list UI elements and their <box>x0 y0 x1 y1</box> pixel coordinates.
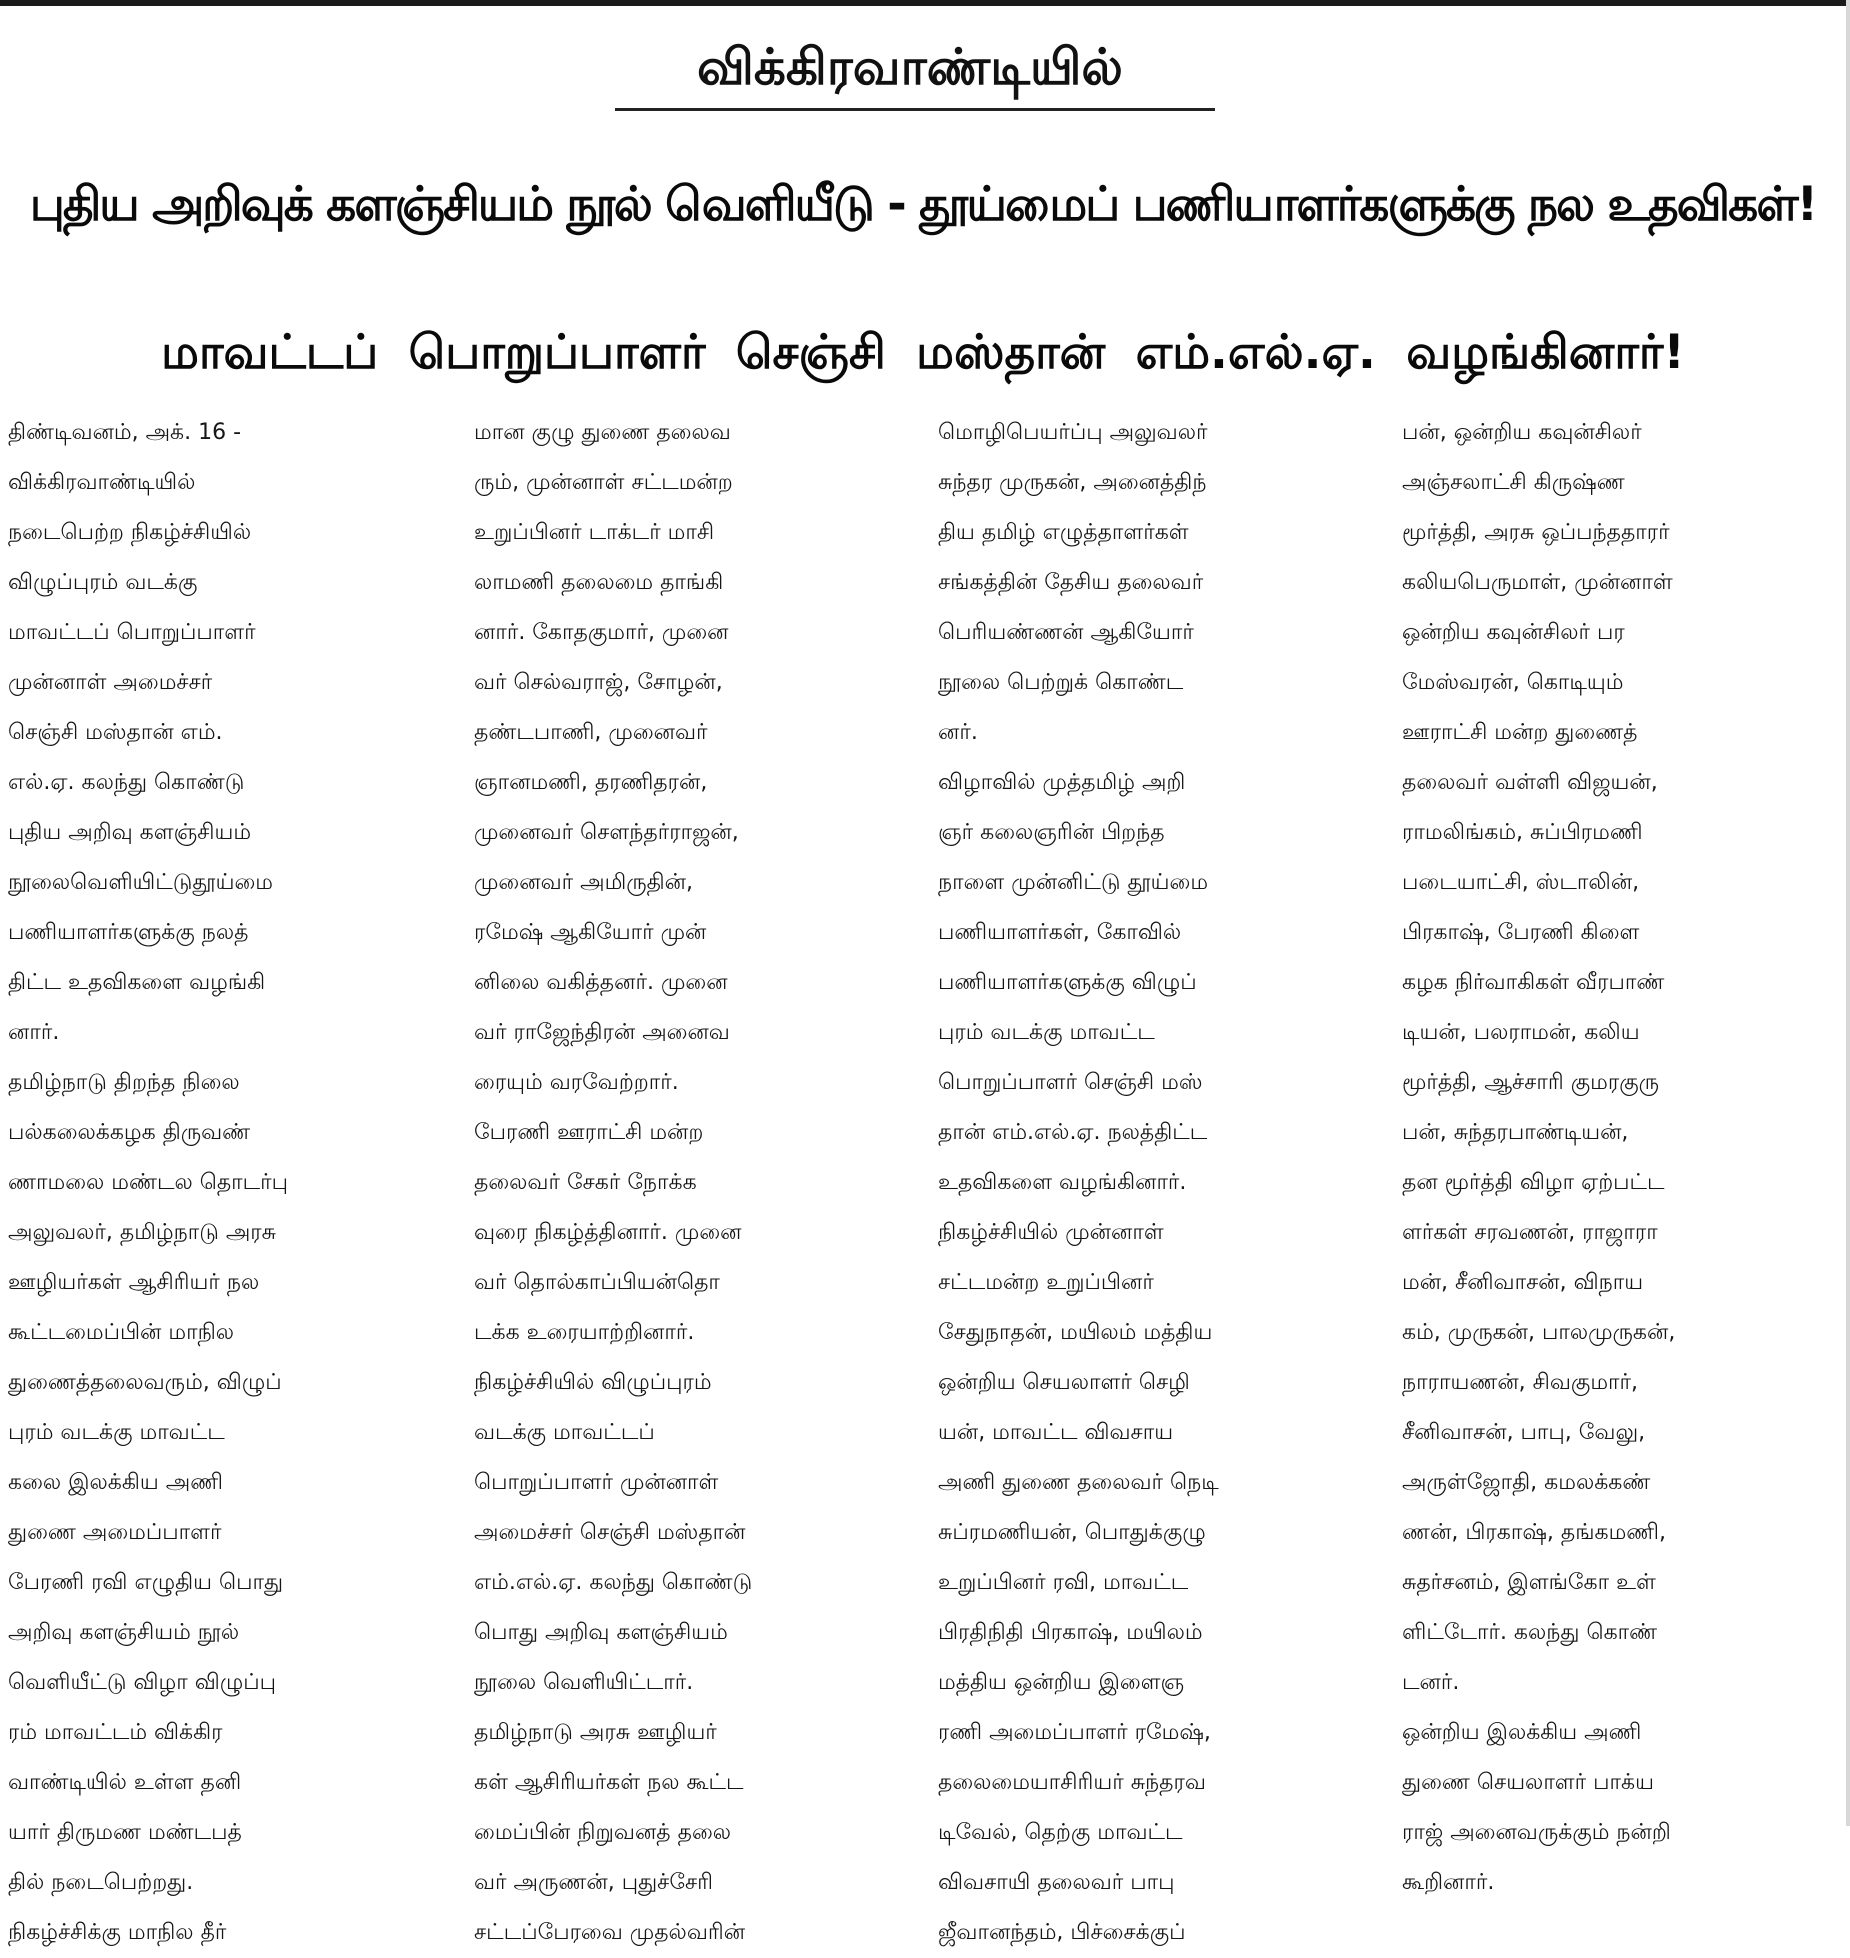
body-text-line: கலை இலக்கிய அணி <box>8 1470 223 1495</box>
body-text-line: ளர்கள் சரவணன், ராஜாரா <box>1402 1220 1658 1245</box>
body-text-line: மைப்பின் நிறுவனத் தலை <box>474 1820 732 1845</box>
body-text-line: மத்திய ஒன்றிய இளைஞ <box>938 1670 1185 1695</box>
body-text-line: னர். <box>938 720 978 745</box>
body-text-line: துணை செயலாளர் பாக்ய <box>1402 1770 1654 1795</box>
body-text-line: மான குழு துணை தலைவ <box>474 420 731 445</box>
body-text-line: செஞ்சி மஸ்தான் எம். <box>8 720 223 745</box>
body-text-line: விக்கிரவாண்டியில் <box>8 470 196 495</box>
article-subheadline: மாவட்டப் பொறுப்பாளர் செஞ்சி மஸ்தான் எம்.எல்.ஏ. வழங்கினார்! <box>161 325 1685 380</box>
body-text-line: னிலை வகித்தனர். முனை <box>474 970 728 995</box>
body-text-line: நூலை வெளியிட்டார். <box>474 1670 694 1695</box>
body-text-line: முனைவர் சௌந்தர்ராஜன், <box>474 820 739 845</box>
body-text-line: புதிய அறிவு களஞ்சியம் <box>8 820 252 845</box>
body-text-line: மொழிபெயர்ப்பு அலுவலர் <box>938 420 1208 445</box>
body-text-line: பல்கலைக்கழக திருவண் <box>8 1120 251 1145</box>
body-text-line: உதவிகளை வழங்கினார். <box>938 1170 1187 1195</box>
body-text-line: முன்னாள் அமைச்சர் <box>8 670 213 695</box>
top-border-rule <box>0 0 1850 6</box>
body-text-line: திண்டிவனம், அக். 16 - <box>8 420 242 445</box>
body-text-line: புரம் வடக்கு மாவட்ட <box>8 1420 225 1445</box>
body-text-line: பணியாளர்கள், கோவில் <box>938 920 1182 945</box>
body-text-line: அணி துணை தலைவர் நெடி <box>938 1470 1219 1495</box>
body-text-line: தமிழ்நாடு திறந்த நிலை <box>8 1070 240 1095</box>
body-text-line: அலுவலர், தமிழ்நாடு அரசு <box>8 1220 277 1245</box>
body-text-line: பணியாளர்களுக்கு நலத் <box>8 920 249 945</box>
body-text-line: தண்டபாணி, முனைவர் <box>474 720 708 745</box>
body-text-line: உறுப்பினர் டாக்டர் மாசி <box>474 520 715 545</box>
body-text-line: எம்.எல்.ஏ. கலந்து கொண்டு <box>474 1570 753 1595</box>
body-text-line: சட்டமன்ற உறுப்பினர் <box>938 1270 1154 1295</box>
body-text-line: ரமேஷ் ஆகியோர் முன் <box>474 920 707 945</box>
body-text-line: உறுப்பினர் ரவி, மாவட்ட <box>938 1570 1189 1595</box>
body-text-line: பெரியண்ணன் ஆகியோர் <box>938 620 1194 645</box>
kicker-underline <box>615 108 1215 111</box>
body-text-line: மாவட்டப் பொறுப்பாளர் <box>8 620 256 645</box>
body-text-line: தலைவர் வள்ளி விஜயன், <box>1402 770 1658 795</box>
body-text-line: விவசாயி தலைவர் பாபு <box>938 1870 1175 1895</box>
body-text-line: முனைவர் அமிருதின், <box>474 870 693 895</box>
body-text-line: தன மூர்த்தி விழா ஏற்பட்ட <box>1402 1170 1665 1195</box>
body-text-line: ஒன்றிய செயலாளர் செழி <box>938 1370 1190 1395</box>
body-text-line: ஞர் கலைஞரின் பிறந்த <box>938 820 1165 845</box>
body-text-line: ராமலிங்கம், சுப்பிரமணி <box>1402 820 1643 845</box>
body-text-line: அருள்ஜோதி, கமலக்கண் <box>1402 1470 1651 1495</box>
body-text-line: பன், சுந்தரபாண்டியன், <box>1402 1120 1629 1145</box>
body-text-line: ஊராட்சி மன்ற துணைத் <box>1402 720 1638 745</box>
body-text-line: கூட்டமைப்பின் மாநில <box>8 1320 235 1345</box>
body-text-line: தமிழ்நாடு அரசு ஊழியர் <box>474 1720 717 1745</box>
body-text-line: தான் எம்.எல்.ஏ. நலத்திட்ட <box>938 1120 1208 1145</box>
body-text-line: கள் ஆசிரியர்கள் நல கூட்ட <box>474 1770 744 1795</box>
body-text-line: பிரகாஷ், பேரணி கிளை <box>1402 920 1640 945</box>
body-text-line: பொது அறிவு களஞ்சியம் <box>474 1620 728 1645</box>
body-text-line: டனர். <box>1402 1670 1460 1695</box>
body-text-line: விழுப்புரம் வடக்கு <box>8 570 198 595</box>
body-text-line: பேரணி ரவி எழுதிய பொது <box>8 1570 284 1595</box>
body-text-line: ரணி அமைப்பாளர் ரமேஷ், <box>938 1720 1211 1745</box>
body-text-line: ஒன்றிய கவுன்சிலர் பர <box>1402 620 1625 645</box>
body-text-line: மேஸ்வரன், கொடியும் <box>1402 670 1624 695</box>
body-text-line: ரம் மாவட்டம் விக்கிர <box>8 1720 223 1745</box>
body-text-line: துணை அமைப்பாளர் <box>8 1520 222 1545</box>
body-text-line: சுந்தர முருகன், அனைத்திந் <box>938 470 1207 495</box>
body-text-line: பன், ஒன்றிய கவுன்சிலர் <box>1402 420 1642 445</box>
body-text-line: நிகழ்ச்சியில் முன்னாள் <box>938 1220 1164 1245</box>
body-column-4 <box>1402 408 1842 1895</box>
body-text-line: தில் நடைபெற்றது. <box>8 1870 194 1895</box>
body-text-line: வர் அருணன், புதுச்சேரி <box>474 1870 713 1895</box>
body-text-line: லாமணி தலைமை தாங்கி <box>474 570 724 595</box>
body-text-line: வர் செல்வராஜ், சோழன், <box>474 670 723 695</box>
body-text-line: ஊழியர்கள் ஆசிரியர் நல <box>8 1270 260 1295</box>
body-text-line: நாராயணன், சிவகுமார், <box>1402 1370 1639 1395</box>
body-text-line: ரையும் வரவேற்றார். <box>474 1070 679 1095</box>
body-text-line: பொறுப்பாளர் முன்னாள் <box>474 1470 719 1495</box>
body-text-line: சுப்ரமணியன், பொதுக்குழு <box>938 1520 1206 1545</box>
body-text-line: கூறினார். <box>1402 1870 1495 1895</box>
body-text-line: டியன், பலராமன், கலிய <box>1402 1020 1640 1045</box>
article-body <box>0 408 1850 1945</box>
body-text-line: விழாவில் முத்தமிழ் அறி <box>938 770 1186 795</box>
body-text-line: வாண்டியில் உள்ள தனி <box>8 1770 242 1795</box>
body-text-line: னார். கோதகுமார், முனை <box>474 620 729 645</box>
body-text-line: வுரை நிகழ்த்தினார். முனை <box>474 1220 742 1245</box>
body-text-line: பணியாளர்களுக்கு விழுப் <box>938 970 1197 995</box>
body-text-line: வர் ராஜேந்திரன் அனைவ <box>474 1020 730 1045</box>
body-text-line: படையாட்சி, ஸ்டாலின், <box>1402 870 1640 895</box>
body-text-line: ஒன்றிய இலக்கிய அணி <box>1402 1720 1642 1745</box>
body-text-line: நிகழ்ச்சிக்கு மாநில தீர் <box>8 1920 227 1945</box>
body-text-line: அஞ்சலாட்சி கிருஷ்ண <box>1402 470 1625 495</box>
body-text-line: மன், சீனிவாசன், விநாய <box>1402 1270 1644 1295</box>
article-headline: புதிய அறிவுக் களஞ்சியம் நூல் வெளியீடு - தூய்மைப் பணியாளர்களுக்கு நல உதவிகள்! <box>29 177 1817 232</box>
body-column-3 <box>938 408 1378 1945</box>
body-text-line: நூலைவெளியிட்டுதூய்மை <box>8 870 273 895</box>
body-text-line: நிகழ்ச்சியில் விழுப்புரம் <box>474 1370 712 1395</box>
body-text-line: கம், முருகன், பாலமுருகன், <box>1402 1320 1676 1345</box>
body-text-line: ராஜ் அனைவருக்கும் நன்றி <box>1402 1820 1671 1845</box>
body-text-line: திட்ட உதவிகளை வழங்கி <box>8 970 266 995</box>
body-text-line: அறிவு களஞ்சியம் நூல் <box>8 1620 240 1645</box>
body-text-line: சுதர்சனம், இளங்கோ உள் <box>1402 1570 1656 1595</box>
body-text-line: யார் திருமண மண்டபத் <box>8 1820 242 1845</box>
body-text-line: சங்கத்தின் தேசிய தலைவர் <box>938 570 1204 595</box>
body-text-line: நாளை முன்னிட்டு தூய்மை <box>938 870 1209 895</box>
body-text-line: ணன், பிரகாஷ், தங்கமணி, <box>1402 1520 1667 1545</box>
body-text-line: நூலை பெற்றுக் கொண்ட <box>938 670 1184 695</box>
body-text-line: புரம் வடக்கு மாவட்ட <box>938 1020 1155 1045</box>
body-text-line: சட்டப்பேரவை முதல்வரின் <box>474 1920 746 1945</box>
body-text-line: துணைத்தலைவரும், விழுப் <box>8 1370 282 1395</box>
body-text-line: ணாமலை மண்டல தொடர்பு <box>8 1170 289 1195</box>
body-text-line: நடைபெற்ற நிகழ்ச்சியில் <box>8 520 252 545</box>
body-text-line: மூர்த்தி, அரசு ஒப்பந்ததாரர் <box>1402 520 1670 545</box>
body-text-line: தலைவர் சேகர் நோக்க <box>474 1170 697 1195</box>
body-text-line: பொறுப்பாளர் செஞ்சி மஸ் <box>938 1070 1203 1095</box>
body-text-line: ரும், முன்னாள் சட்டமன்ற <box>474 470 733 495</box>
body-text-line: எல்.ஏ. கலந்து கொண்டு <box>8 770 245 795</box>
body-column-2 <box>474 408 914 1945</box>
body-text-line: கழக நிர்வாகிகள் வீரபாண் <box>1402 970 1665 995</box>
body-text-line: மூர்த்தி, ஆச்சாரி குமரகுரு <box>1402 1070 1660 1095</box>
body-text-line: வர் தொல்காப்பியன்தொ <box>474 1270 720 1295</box>
body-column-1 <box>8 408 448 1945</box>
body-text-line: ளிட்டோர். கலந்து கொண் <box>1402 1620 1658 1645</box>
body-text-line: யன், மாவட்ட விவசாய <box>938 1420 1174 1445</box>
body-text-line: ஞானமணி, தரணிதரன், <box>474 770 708 795</box>
body-text-line: சீனிவாசன், பாபு, வேலு, <box>1402 1420 1646 1445</box>
body-text-line: னார். <box>8 1020 60 1045</box>
body-text-line: பேரணி ஊராட்சி மன்ற <box>474 1120 704 1145</box>
body-text-line: வடக்கு மாவட்டப் <box>474 1420 655 1445</box>
body-text-line: அமைச்சர் செஞ்சி மஸ்தான் <box>474 1520 746 1545</box>
body-text-line: வெளியீட்டு விழா விழுப்பு <box>8 1670 276 1695</box>
body-text-line: தலைமையாசிரியர் சுந்தரவ <box>938 1770 1206 1795</box>
body-text-line: டக்க உரையாற்றினார். <box>474 1320 695 1345</box>
body-text-line: பிரதிநிதி பிரகாஷ், மயிலம் <box>938 1620 1203 1645</box>
article-kicker: விக்கிரவாண்டியில் <box>697 38 1123 96</box>
body-text-line: ஜீவானந்தம், பிச்சைக்குப் <box>938 1920 1186 1945</box>
body-text-line: சேதுநாதன், மயிலம் மத்திய <box>938 1320 1213 1345</box>
body-text-line: டிவேல், தெற்கு மாவட்ட <box>938 1820 1183 1845</box>
body-text-line: கலியபெருமாள், முன்னாள் <box>1402 570 1673 595</box>
body-text-line: திய தமிழ் எழுத்தாளர்கள் <box>938 520 1189 545</box>
